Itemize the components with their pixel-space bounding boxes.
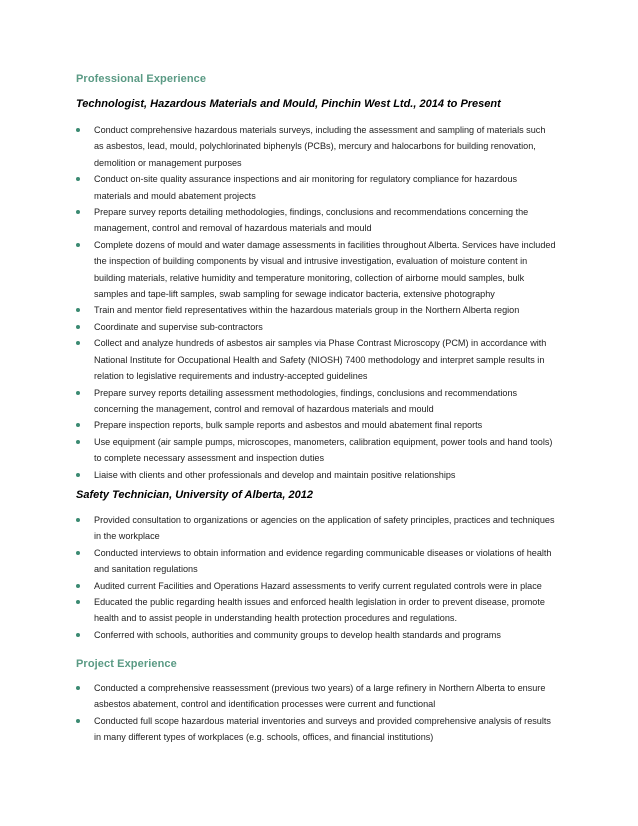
list-item: Conferred with schools, authorities and community groups to develop health standards and programs xyxy=(76,627,556,643)
project-bullet-list xyxy=(76,680,556,746)
list-item: Conduct on-site quality assurance inspections and air monitoring for regulatory compliance for hazardous materials and mould abatement projects xyxy=(76,171,556,204)
list-item: Train and mentor field representatives within the hazardous materials group in the Northern Alberta region xyxy=(76,302,556,318)
list-item: Educated the public regarding health issues and enforced health legislation in order to prevent disease, promote health and to assist people in understanding health protection procedures and regulations. xyxy=(76,594,556,627)
bullet-icon xyxy=(76,440,80,444)
bullet-icon xyxy=(76,518,80,522)
list-item: Prepare inspection reports, bulk sample reports and asbestos and mould abatement final reports xyxy=(76,417,556,433)
list-item: Provided consultation to organizations or agencies on the application of safety principles, practices and techniques in the workplace xyxy=(76,512,556,545)
list-item: Conduct comprehensive hazardous materials surveys, including the assessment and sampling of materials such as asbestos, lead, mould, polychlorinated biphenyls (PCBs), mercury and halocarbons for building renovation, demolition or management purposes xyxy=(76,122,556,171)
bullet-icon xyxy=(76,719,80,723)
bullet-icon xyxy=(76,341,80,345)
bullet-icon xyxy=(76,308,80,312)
bullet-icon xyxy=(76,325,80,329)
job-title-pinchin: Technologist, Hazardous Materials and Mould, Pinchin West Ltd., 2014 to Present xyxy=(76,98,501,110)
bullet-icon xyxy=(76,473,80,477)
list-item: Coordinate and supervise sub-contractors xyxy=(76,319,556,335)
list-item: Conducted a comprehensive reassessment (previous two years) of a large refinery in Northern Alberta to ensure asbestos abatement, control and identification processes were current and functional xyxy=(76,680,556,713)
list-item: Collect and analyze hundreds of asbestos air samples via Phase Contrast Microscopy (PCM) in accordance with National Institute for Occupational Health and Safety (NIOSH) 7400 methodology and interpret sample results in relation to legislative requirements and industry-accepted guidelines xyxy=(76,335,556,384)
list-item: Use equipment (air sample pumps, microscopes, manometers, calibration equipment, power tools and hand tools) to complete necessary assessment and inspection duties xyxy=(76,434,556,467)
bullet-icon xyxy=(76,243,80,247)
bullet-icon xyxy=(76,633,80,637)
list-item: Prepare survey reports detailing assessment methodologies, findings, conclusions and recommendations concerning the management, control and removal of hazardous materials and mould xyxy=(76,385,556,418)
bullet-icon xyxy=(76,391,80,395)
bullet-icon xyxy=(76,686,80,690)
bullet-icon xyxy=(76,551,80,555)
job1-bullet-list xyxy=(76,122,556,483)
list-item: Complete dozens of mould and water damage assessments in facilities throughout Alberta. Services have included the inspection of building components by visual and intrusive investigation, evaluation of moisture content in building materials, relative humidity and temperature monitoring, collection of airborne mould samples, bulk samples and tape-lift samples, swab sampling for sewage indicator bacteria, extensive photography xyxy=(76,237,556,303)
bullet-icon xyxy=(76,584,80,588)
bullet-icon xyxy=(76,423,80,427)
job2-bullet-list xyxy=(76,512,556,643)
list-item: Conducted interviews to obtain information and evidence regarding communicable diseases or violations of health and sanitation regulations xyxy=(76,545,556,578)
bullet-icon xyxy=(76,600,80,604)
job-title-university: Safety Technician, University of Alberta, 2012 xyxy=(76,489,313,501)
list-item: Prepare survey reports detailing methodologies, findings, conclusions and recommendations concerning the management, control and removal of hazardous materials and mould xyxy=(76,204,556,237)
list-item: Conducted full scope hazardous material inventories and surveys and provided comprehensive analysis of results in many different types of workplaces (e.g. schools, offices, and financial institutions) xyxy=(76,713,556,746)
project-experience-heading: Project Experience xyxy=(76,658,177,670)
list-item: Liaise with clients and other professionals and develop and maintain positive relationships xyxy=(76,467,556,483)
professional-experience-heading: Professional Experience xyxy=(76,73,207,85)
list-item: Audited current Facilities and Operations Hazard assessments to verify current regulated controls were in place xyxy=(76,578,556,594)
bullet-icon xyxy=(76,128,80,132)
bullet-icon xyxy=(76,210,80,214)
bullet-icon xyxy=(76,177,80,181)
